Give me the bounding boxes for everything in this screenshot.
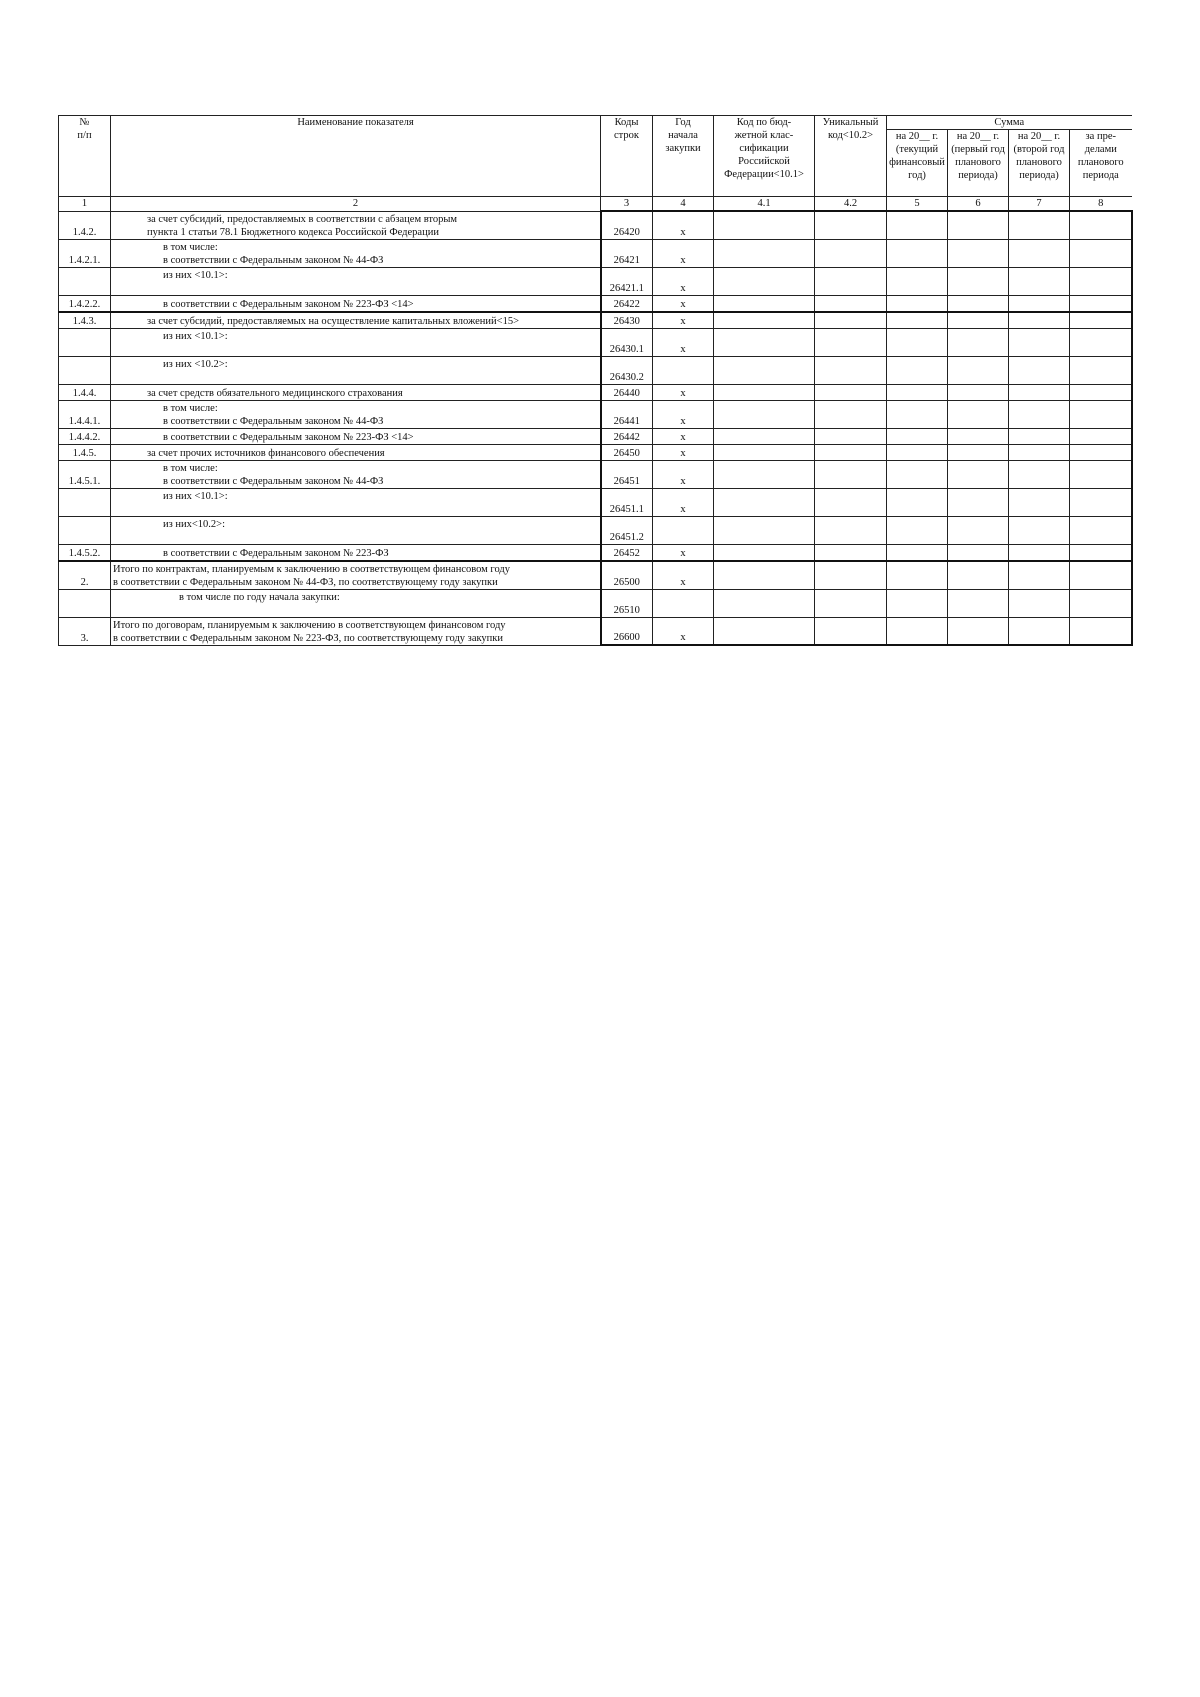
empty-cell (948, 295, 1009, 312)
row-number (59, 589, 111, 617)
row-year: x (653, 460, 714, 488)
empty-cell (714, 460, 815, 488)
empty-cell (948, 561, 1009, 590)
empty-cell (815, 460, 887, 488)
empty-cell (1070, 400, 1132, 428)
row-name-line: в том числе по году начала закупки: (179, 591, 340, 603)
empty-cell (815, 428, 887, 444)
row-code: 26451.2 (601, 516, 653, 544)
column-number-cell: 7 (1009, 197, 1070, 212)
empty-cell (887, 312, 948, 329)
row-number (59, 488, 111, 516)
empty-cell (1070, 444, 1132, 460)
row-code: 26441 (601, 400, 653, 428)
row-name-line: в том числе: (163, 462, 218, 474)
empty-cell (887, 460, 948, 488)
row-name-line: в соответствии с Федеральным законом № 223-ФЗ <14> (163, 431, 414, 443)
empty-cell (887, 295, 948, 312)
empty-cell (1009, 239, 1070, 267)
row-name (111, 267, 601, 295)
empty-cell (887, 400, 948, 428)
empty-cell (815, 544, 887, 561)
row-name-line: Итого по контрактам, планируемым к заключению в соответствующем финансовом году (113, 563, 511, 575)
empty-cell (1070, 312, 1132, 329)
empty-cell (714, 589, 815, 617)
empty-cell (948, 516, 1009, 544)
column-number-cell: 8 (1070, 197, 1132, 212)
row-name-line: в соответствии с Федеральным законом № 44-ФЗ, по соответствующему году закупки (113, 576, 498, 588)
row-name-line: из них <10.1>: (163, 490, 228, 502)
empty-cell (714, 267, 815, 295)
header-col-year: Год начала закупки (653, 116, 714, 197)
table-row (59, 267, 1132, 295)
row-name-line: в соответствии с Федеральным законом № 44-ФЗ (163, 415, 384, 427)
empty-cell (1009, 460, 1070, 488)
table-body (59, 211, 1132, 645)
empty-cell (1009, 444, 1070, 460)
row-year: x (653, 211, 714, 239)
empty-cell (1009, 488, 1070, 516)
row-name-line: за счет субсидий, предоставляемых на осуществление капитальных вложений<15> (147, 315, 519, 327)
row-name-line: пункта 1 статьи 78.1 Бюджетного кодекса Российской Федерации (147, 226, 439, 238)
row-number: 1.4.4. (59, 384, 111, 400)
row-code: 26452 (601, 544, 653, 561)
row-name-line: в соответствии с Федеральным законом № 44-ФЗ (163, 254, 384, 266)
table-row (59, 312, 1132, 329)
row-code: 26430.1 (601, 328, 653, 356)
table-row (59, 295, 1132, 312)
empty-cell (887, 267, 948, 295)
row-code: 26510 (601, 589, 653, 617)
row-name (111, 428, 601, 444)
row-code: 26440 (601, 384, 653, 400)
row-name-line (179, 604, 598, 617)
column-number-row (59, 197, 1132, 212)
empty-cell (887, 561, 948, 590)
row-name-line: в соответствии с Федеральным законом № 44-ФЗ (163, 475, 384, 487)
table-row (59, 211, 1132, 239)
row-name-line (163, 282, 598, 295)
row-name (111, 561, 601, 590)
row-number (59, 516, 111, 544)
empty-cell (714, 211, 815, 239)
empty-cell (948, 544, 1009, 561)
row-name-line: в соответствии с Федеральным законом № 223-ФЗ, по соответствующему году закупки (113, 632, 504, 644)
row-code: 26421.1 (601, 267, 653, 295)
row-year: x (653, 312, 714, 329)
empty-cell (1009, 617, 1070, 645)
empty-cell (887, 211, 948, 239)
row-code: 26430.2 (601, 356, 653, 384)
empty-cell (1070, 328, 1132, 356)
row-name-line: за счет субсидий, предоставляемых в соответствии с абзацем вторым (147, 213, 458, 225)
empty-cell (1009, 400, 1070, 428)
row-year: x (653, 561, 714, 590)
empty-cell (948, 356, 1009, 384)
row-code: 26442 (601, 428, 653, 444)
table-row (59, 589, 1132, 617)
empty-cell (714, 312, 815, 329)
empty-cell (714, 617, 815, 645)
row-code: 26451 (601, 460, 653, 488)
row-year: x (653, 444, 714, 460)
row-year: x (653, 400, 714, 428)
table-row (59, 356, 1132, 384)
table-row (59, 239, 1132, 267)
empty-cell (948, 428, 1009, 444)
table-row (59, 384, 1132, 400)
column-number-cell: 4 (653, 197, 714, 212)
empty-cell (948, 328, 1009, 356)
empty-cell (887, 589, 948, 617)
empty-cell (1009, 589, 1070, 617)
empty-cell (1009, 295, 1070, 312)
column-number-cell: 2 (111, 197, 601, 212)
row-name (111, 488, 601, 516)
header-col-8: за пре- делами планового периода (1070, 130, 1132, 197)
report-table (58, 115, 1133, 646)
empty-cell (714, 356, 815, 384)
row-number: 1.4.2.1. (59, 239, 111, 267)
row-code: 26600 (601, 617, 653, 645)
empty-cell (815, 617, 887, 645)
empty-cell (887, 444, 948, 460)
empty-cell (887, 384, 948, 400)
row-year (653, 516, 714, 544)
header-col-code: Коды строк (601, 116, 653, 197)
row-name-line: из них <10.1>: (163, 269, 228, 281)
row-number: 1.4.2.2. (59, 295, 111, 312)
row-year: x (653, 544, 714, 561)
row-name-line (163, 343, 598, 356)
row-code: 26422 (601, 295, 653, 312)
empty-cell (714, 488, 815, 516)
row-name (111, 460, 601, 488)
row-year: x (653, 428, 714, 444)
table-row (59, 617, 1132, 645)
row-code: 26421 (601, 239, 653, 267)
header-col-name: Наименование показателя (111, 116, 601, 197)
row-number: 1.4.5.1. (59, 460, 111, 488)
row-name-line: из них <10.1>: (163, 330, 228, 342)
empty-cell (714, 444, 815, 460)
empty-cell (815, 400, 887, 428)
row-name (111, 295, 601, 312)
row-number: 1.4.4.2. (59, 428, 111, 444)
empty-cell (1070, 428, 1132, 444)
row-name-line (163, 531, 598, 544)
row-code: 26451.1 (601, 488, 653, 516)
empty-cell (1070, 488, 1132, 516)
empty-cell (1070, 239, 1132, 267)
empty-cell (1009, 267, 1070, 295)
empty-cell (714, 428, 815, 444)
row-name (111, 617, 601, 645)
empty-cell (1009, 312, 1070, 329)
empty-cell (948, 589, 1009, 617)
empty-cell (815, 211, 887, 239)
empty-cell (1070, 460, 1132, 488)
row-year: x (653, 267, 714, 295)
row-name (111, 384, 601, 400)
row-number: 1.4.5.2. (59, 544, 111, 561)
table-row (59, 561, 1132, 590)
empty-cell (1070, 561, 1132, 590)
row-number (59, 267, 111, 295)
empty-cell (887, 239, 948, 267)
row-name (111, 544, 601, 561)
empty-cell (1070, 516, 1132, 544)
row-name (111, 400, 601, 428)
empty-cell (887, 328, 948, 356)
empty-cell (887, 356, 948, 384)
empty-cell (815, 589, 887, 617)
column-number-cell: 4.2 (815, 197, 887, 212)
empty-cell (815, 239, 887, 267)
empty-cell (1070, 544, 1132, 561)
row-name (111, 356, 601, 384)
row-name (111, 211, 601, 239)
empty-cell (1070, 589, 1132, 617)
column-number-cell: 6 (948, 197, 1009, 212)
row-name (111, 589, 601, 617)
row-number (59, 328, 111, 356)
header-col-kbk: Код по бюд- жетной клас- сификации Российской Федерации<10.1> (714, 116, 815, 197)
empty-cell (815, 444, 887, 460)
empty-cell (1070, 617, 1132, 645)
row-number: 1.4.5. (59, 444, 111, 460)
empty-cell (815, 356, 887, 384)
row-name-line: в том числе: (163, 241, 218, 253)
empty-cell (714, 544, 815, 561)
column-number-cell: 1 (59, 197, 111, 212)
row-name (111, 328, 601, 356)
empty-cell (815, 516, 887, 544)
row-number: 1.4.4.1. (59, 400, 111, 428)
empty-cell (815, 328, 887, 356)
row-year (653, 589, 714, 617)
empty-cell (815, 561, 887, 590)
empty-cell (887, 488, 948, 516)
row-name (111, 312, 601, 329)
row-name-line: Итого по договорам, планируемым к заключению в соответствующем финансовом году (113, 619, 506, 631)
empty-cell (948, 239, 1009, 267)
empty-cell (887, 516, 948, 544)
empty-cell (948, 400, 1009, 428)
empty-cell (714, 516, 815, 544)
row-number: 3. (59, 617, 111, 645)
row-name (111, 444, 601, 460)
empty-cell (1009, 544, 1070, 561)
row-year: x (653, 488, 714, 516)
row-name-line: за счет прочих источников финансового обеспечения (147, 447, 385, 459)
empty-cell (714, 384, 815, 400)
empty-cell (948, 444, 1009, 460)
column-number-cell: 3 (601, 197, 653, 212)
row-code: 26500 (601, 561, 653, 590)
empty-cell (815, 384, 887, 400)
empty-cell (1009, 328, 1070, 356)
row-name-line: в соответствии с Федеральным законом № 223-ФЗ <14> (163, 298, 414, 310)
table-row (59, 428, 1132, 444)
table-row (59, 328, 1132, 356)
row-number: 1.4.3. (59, 312, 111, 329)
table-row (59, 400, 1132, 428)
row-name-line: в соответствии с Федеральным законом № 223-ФЗ (163, 547, 389, 559)
header-col-no: № п/п (59, 116, 111, 197)
empty-cell (887, 544, 948, 561)
header-col-unique: Уникальный код<10.2> (815, 116, 887, 197)
header-col-6: на 20__ г. (первый год планового периода) (948, 130, 1009, 197)
column-number-cell: 4.1 (714, 197, 815, 212)
empty-cell (948, 267, 1009, 295)
row-year: x (653, 384, 714, 400)
row-name-line: из них <10.2>: (163, 358, 228, 370)
header-col-5: на 20__ г. (текущий финансовый год) (887, 130, 948, 197)
row-number (59, 356, 111, 384)
empty-cell (1070, 384, 1132, 400)
table-row (59, 460, 1132, 488)
header-sum-caption: Сумма (887, 116, 1132, 130)
empty-cell (948, 384, 1009, 400)
row-number: 2. (59, 561, 111, 590)
empty-cell (887, 617, 948, 645)
row-name (111, 516, 601, 544)
empty-cell (1009, 384, 1070, 400)
empty-cell (1070, 356, 1132, 384)
row-year: x (653, 328, 714, 356)
table-row (59, 516, 1132, 544)
empty-cell (1009, 428, 1070, 444)
empty-cell (714, 400, 815, 428)
empty-cell (714, 561, 815, 590)
empty-cell (714, 328, 815, 356)
empty-cell (1009, 356, 1070, 384)
empty-cell (714, 295, 815, 312)
row-name-line: в том числе: (163, 402, 218, 414)
row-year: x (653, 239, 714, 267)
empty-cell (1009, 211, 1070, 239)
empty-cell (815, 267, 887, 295)
empty-cell (948, 312, 1009, 329)
row-number: 1.4.2. (59, 211, 111, 239)
header-row-1 (59, 116, 1132, 130)
empty-cell (948, 617, 1009, 645)
empty-cell (815, 312, 887, 329)
empty-cell (948, 211, 1009, 239)
empty-cell (1009, 516, 1070, 544)
row-code: 26430 (601, 312, 653, 329)
empty-cell (948, 488, 1009, 516)
row-year (653, 356, 714, 384)
empty-cell (1070, 295, 1132, 312)
empty-cell (887, 428, 948, 444)
column-number-cell: 5 (887, 197, 948, 212)
empty-cell (815, 488, 887, 516)
row-name-line: за счет средств обязательного медицинского страхования (147, 387, 403, 399)
table-row (59, 444, 1132, 460)
row-name-line (163, 503, 598, 516)
header-col-7: на 20__ г. (второй год планового периода) (1009, 130, 1070, 197)
row-name-line: из них<10.2>: (163, 518, 226, 530)
row-year: x (653, 295, 714, 312)
row-code: 26420 (601, 211, 653, 239)
table-row (59, 544, 1132, 561)
empty-cell (815, 295, 887, 312)
empty-cell (714, 239, 815, 267)
empty-cell (948, 460, 1009, 488)
row-name (111, 239, 601, 267)
empty-cell (1070, 211, 1132, 239)
table-row (59, 488, 1132, 516)
empty-cell (1070, 267, 1132, 295)
row-code: 26450 (601, 444, 653, 460)
empty-cell (1009, 561, 1070, 590)
row-name-line (163, 371, 598, 384)
row-year: x (653, 617, 714, 645)
